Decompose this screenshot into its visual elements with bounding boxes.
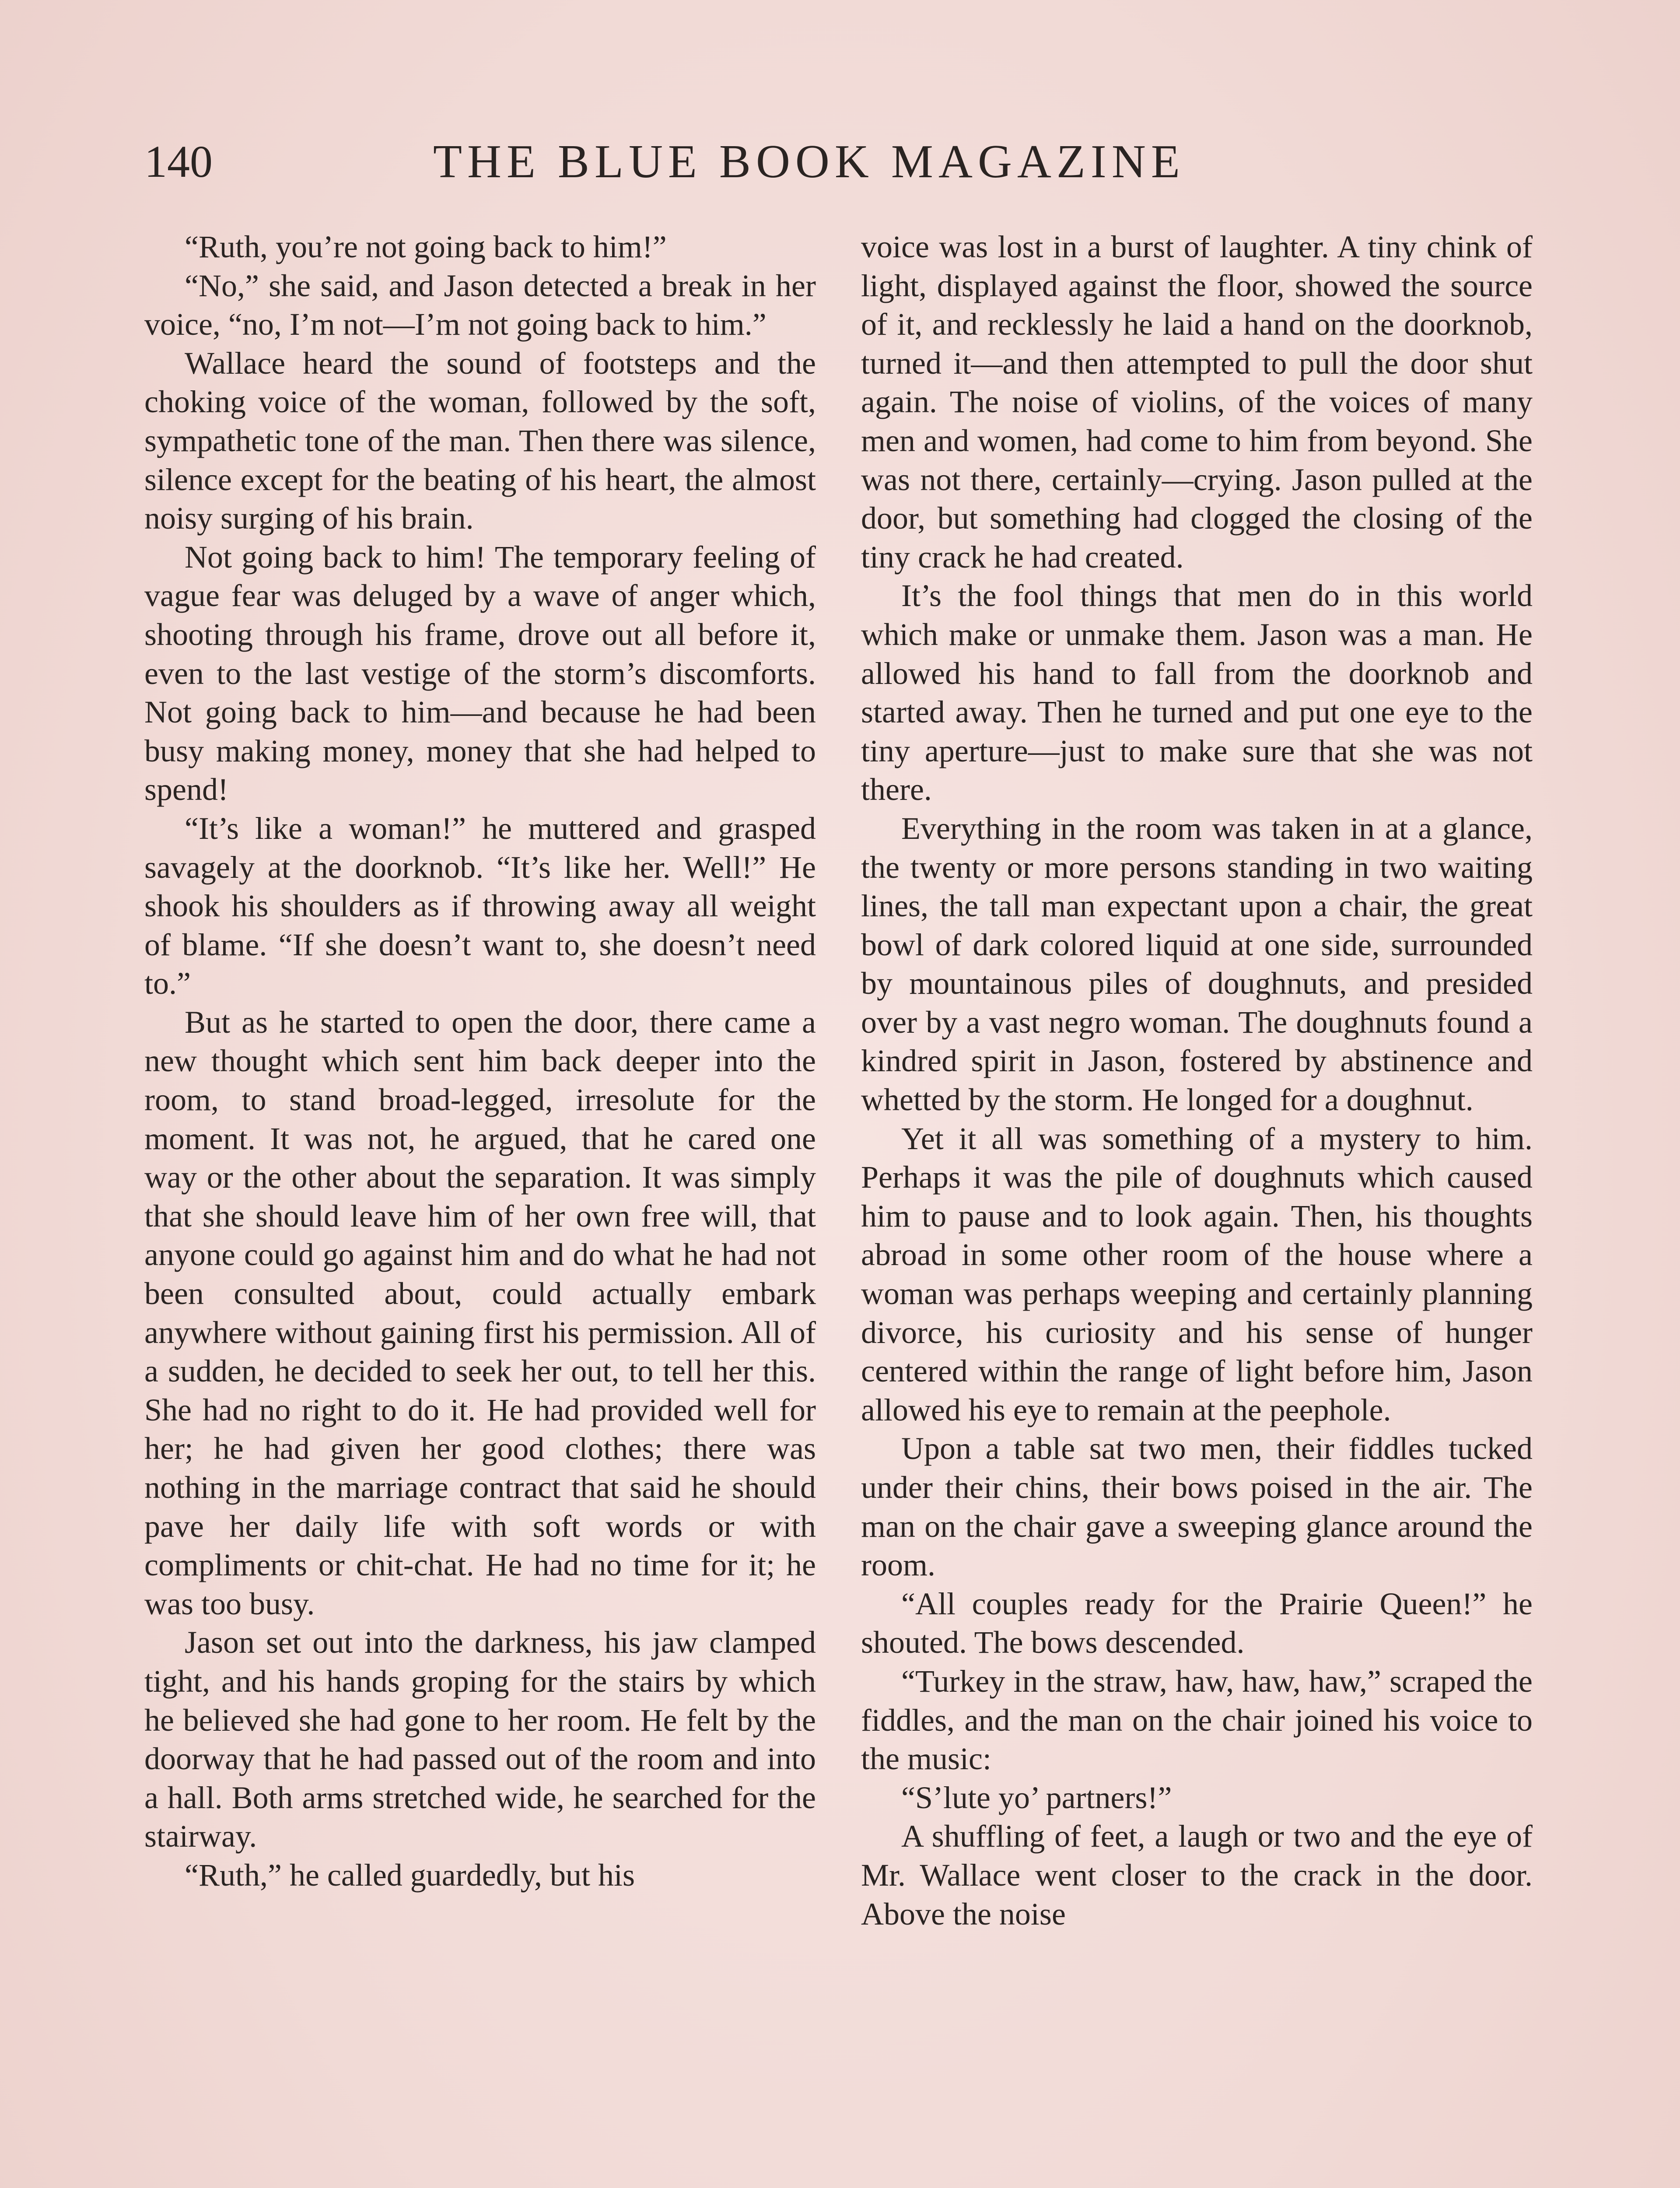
paragraph: “Ruth,” he called guardedly, but his [185,1857,635,1893]
running-title: THE BLUE BOOK MAGAZINE [433,136,1185,188]
paragraph: But as he started to open the door, there came a new thought which sent him back deeper into the room, to stand broad-legged, irresolute for the moment. It was not, he argued, that he cared one way or the other about the separation. It was simply that she should leave him of her own free will, that anyone could go against him and do what he had not been consulted about, could actually embark anywhere without gaining first his permission. All of a sudden, he decided to seek her out, to tell her this. She had no right to do it. He had provided well for her; he had given her good clothes; there was nothing in the marriage contract that said he should pave her daily life with soft words or with compliments or chit-chat. He had no time for it; he was too busy. [144,1004,816,1621]
paragraph: “Turkey in the straw, haw, haw, haw,” scraped the fiddles, and the man on the chair joined his voice to the music: [861,1663,1533,1777]
paragraph: It’s the fool things that men do in this world which make or unmake them. Jason was a man. He allowed his hand to fall from the doorknob and started away. Then he turned and put one eye to the tiny aperture—just to make sure that she was not there. [861,578,1533,807]
paragraph: “S’lute yo’ partners!” [901,1780,1172,1815]
paragraph: Upon a table sat two men, their fiddles tucked under their chins, their bows poised in the air. The man on the chair gave a sweeping glance around the room. [861,1431,1533,1583]
paragraph: Not going back to him! The temporary feeling of vague fear was deluged by a wave of anger which, shooting through his frame, drove out all before it, even to the last vestige of the storm’s discomforts. Not going back to him—and because he had been busy making money, money that she had helped to spend! [144,539,816,807]
page-header [144,131,1536,193]
page-number: 140 [144,137,213,187]
paragraph: Everything in the room was taken in at a glance, the twenty or more persons standing in two waiting lines, the tall man expectant upon a chair, the great bowl of dark colored liquid at one side, surrounded by mountainous piles of doughnuts, and presided over by a vast negro woman. The doughnuts found a kindred spirit in Jason, fostered by abstinence and whetted by the storm. He longed for a doughnut. [861,810,1533,1118]
right-column [861,228,1533,1933]
paragraph: “It’s like a woman!” he muttered and grasped savagely at the doorknob. “It’s like her. Well!” He shook his shoulders as if throwing away all weight of blame. “If she doesn’t want to, she doesn’t need to.” [144,810,816,1001]
paragraph: Yet it all was something of a mystery to him. Perhaps it was the pile of doughnuts which caused him to pause and to look again. Then, his thoughts abroad in some other room of the house where a woman was perhaps weeping and certainly planning divorce, his curiosity and his sense of hunger centered within the range of light before him, Jason allowed his eye to remain at the peephole. [861,1121,1533,1427]
paragraph: A shuffling of feet, a laugh or two and the eye of Mr. Wallace went closer to the crack in the door. Above the noise [861,1819,1533,1932]
paragraph: Wallace heard the sound of footsteps and the choking voice of the woman, followed by the soft, sympathetic tone of the man. Then there was silence, silence except for the beating of his heart, the almost noisy surging of his brain. [144,345,816,536]
paragraph: “No,” she said, and Jason detected a break in her voice, “no, I’m not—I’m not going back to him.” [144,268,816,342]
paragraph: “Ruth, you’re not going back to him!” [185,229,667,264]
paragraph: “All couples ready for the Prairie Queen!” he shouted. The bows descended. [861,1586,1533,1660]
paragraph: Jason set out into the darkness, his jaw clamped tight, and his hands groping for the stairs by which he believed she had gone to her room. He felt by the doorway that he had passed out of the room and into a hall. Both arms stretched wide, he searched for the stairway. [144,1625,816,1854]
paragraph-continuation: voice was lost in a burst of laughter. A tiny chink of light, displayed against the floor, showed the source of it, and recklessly he laid a hand on the doorknob, turned it—and then attempted to pull the door shut again. The noise of violins, of the voices of many men and women, had come to him from beyond. She was not there, certainly—crying. Jason pulled at the door, but something had clogged the closing of the tiny crack he had created. [861,229,1533,575]
left-column [144,228,816,1895]
